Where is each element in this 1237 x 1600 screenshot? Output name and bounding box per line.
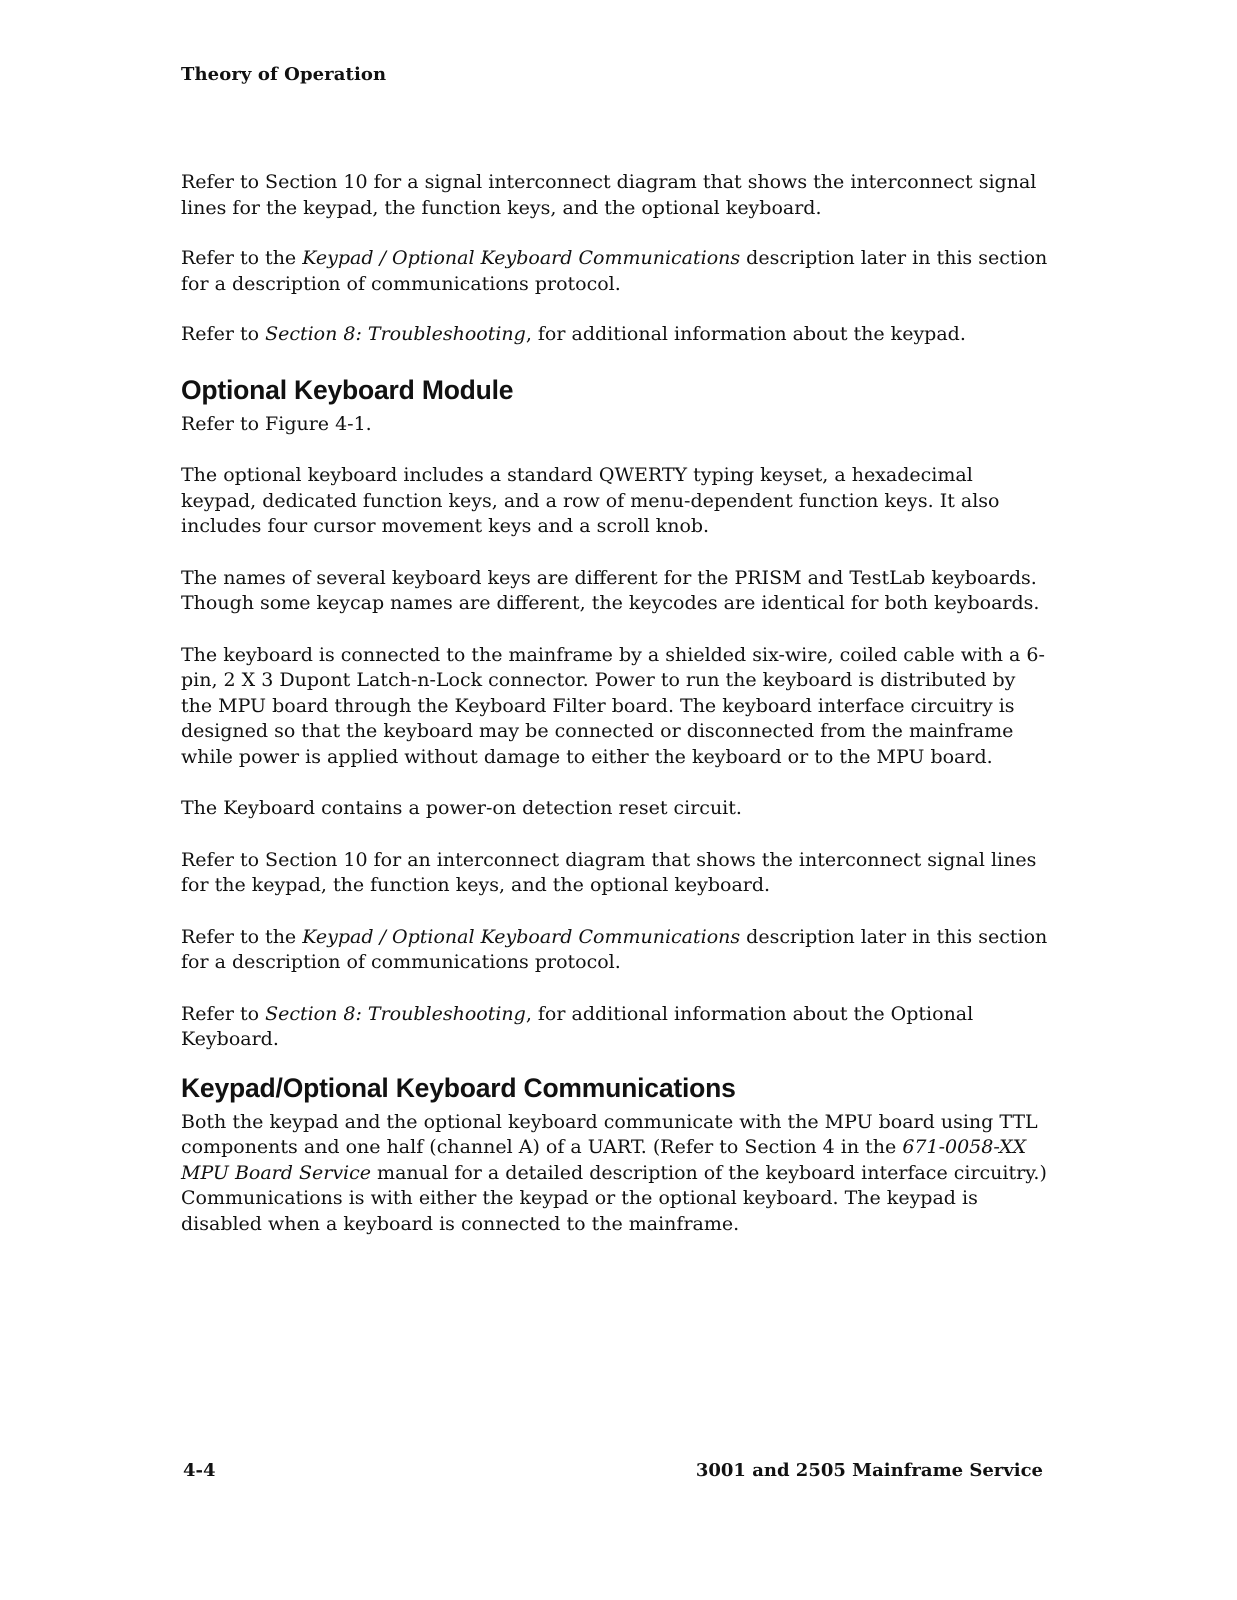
text-run: manual for a detailed description of the keyboard interface circuitry.) Communications is with either the keypad or the optional keyboard. The keypad is disabled when a keyboard is connected to the mainframe. <box>181 1161 1047 1235</box>
manual-title-italic: 671-0058-XX MPU Board Service <box>181 1136 1027 1184</box>
text-run: Refer to <box>181 1002 266 1025</box>
text-run: Refer to the <box>181 925 303 948</box>
paragraph: The optional keyboard includes a standard QWERTY typing keyset, a hexadecimal keypad, dedicated function keys, and a row of menu-dependent function keys. It also includes four cursor movement keys and a scroll knob. <box>181 464 1000 537</box>
paragraph <box>181 1002 1051 1053</box>
text-run: description later in this section for a description of communications protocol. <box>181 925 1048 973</box>
document-title: 3001 and 2505 Mainframe Service <box>695 1460 1043 1481</box>
intro-paragraph-3 <box>181 322 1051 348</box>
paragraph <box>181 1110 1051 1238</box>
paragraph <box>181 925 1051 976</box>
page-body <box>181 170 1051 1263</box>
text-run: Refer to <box>181 323 266 345</box>
cross-reference-italic: Keypad / Optional Keyboard Communications <box>302 247 741 269</box>
text-run: Refer to the <box>181 247 303 269</box>
text-run: Both the keypad and the optional keyboard communicate with the MPU board using TTL components and one half (channel A) of a UART. (Refer to Section 4 in the <box>181 1110 1038 1158</box>
section-heading-optional-keyboard-module: Optional Keyboard Module <box>181 374 514 405</box>
running-header: Theory of Operation <box>181 64 387 85</box>
paragraph: Refer to Section 10 for an interconnect diagram that shows the interconnect signal lines for the keypad, the function keys, and the optional keyboard. <box>181 848 1037 896</box>
text-run: , for additional information about the keypad. <box>525 323 966 345</box>
paragraph: The keyboard is connected to the mainframe by a shielded six-wire, coiled cable with a 6-pin, 2 X 3 Dupont Latch-n-Lock connector. Power to run the keyboard is distributed by the MPU board through the Keyboard Filter board. The keyboard interface circuitry is designed so that the keyboard may be connected or disconnected from the mainframe while power is applied without damage to either the keyboard or to the MPU board. <box>181 643 1045 768</box>
cross-reference-italic: Section 8: Troubleshooting <box>265 1002 526 1025</box>
intro-paragraph-1: Refer to Section 10 for a signal interconnect diagram that shows the interconnect signal lines for the keypad, the function keys, and the optional keyboard. <box>181 171 1037 219</box>
paragraph: Refer to Figure 4-1. <box>181 412 372 435</box>
text-run: , for additional information about the Optional Keyboard. <box>181 1002 974 1050</box>
paragraph: The names of several keyboard keys are different for the PRISM and TestLab keyboards. Though some keycap names are different, the keycodes are identical for both keyboards. <box>181 566 1040 614</box>
section-heading-keypad-communications: Keypad/Optional Keyboard Communications <box>181 1072 736 1103</box>
intro-paragraph-2 <box>181 246 1051 297</box>
text-run: description later in this section for a description of communications protocol. <box>181 247 1048 295</box>
paragraph: The Keyboard contains a power-on detection reset circuit. <box>181 797 742 819</box>
cross-reference-italic: Section 8: Troubleshooting <box>265 323 526 345</box>
cross-reference-italic: Keypad / Optional Keyboard Communications <box>302 925 741 948</box>
page-number: 4-4 <box>183 1460 216 1481</box>
